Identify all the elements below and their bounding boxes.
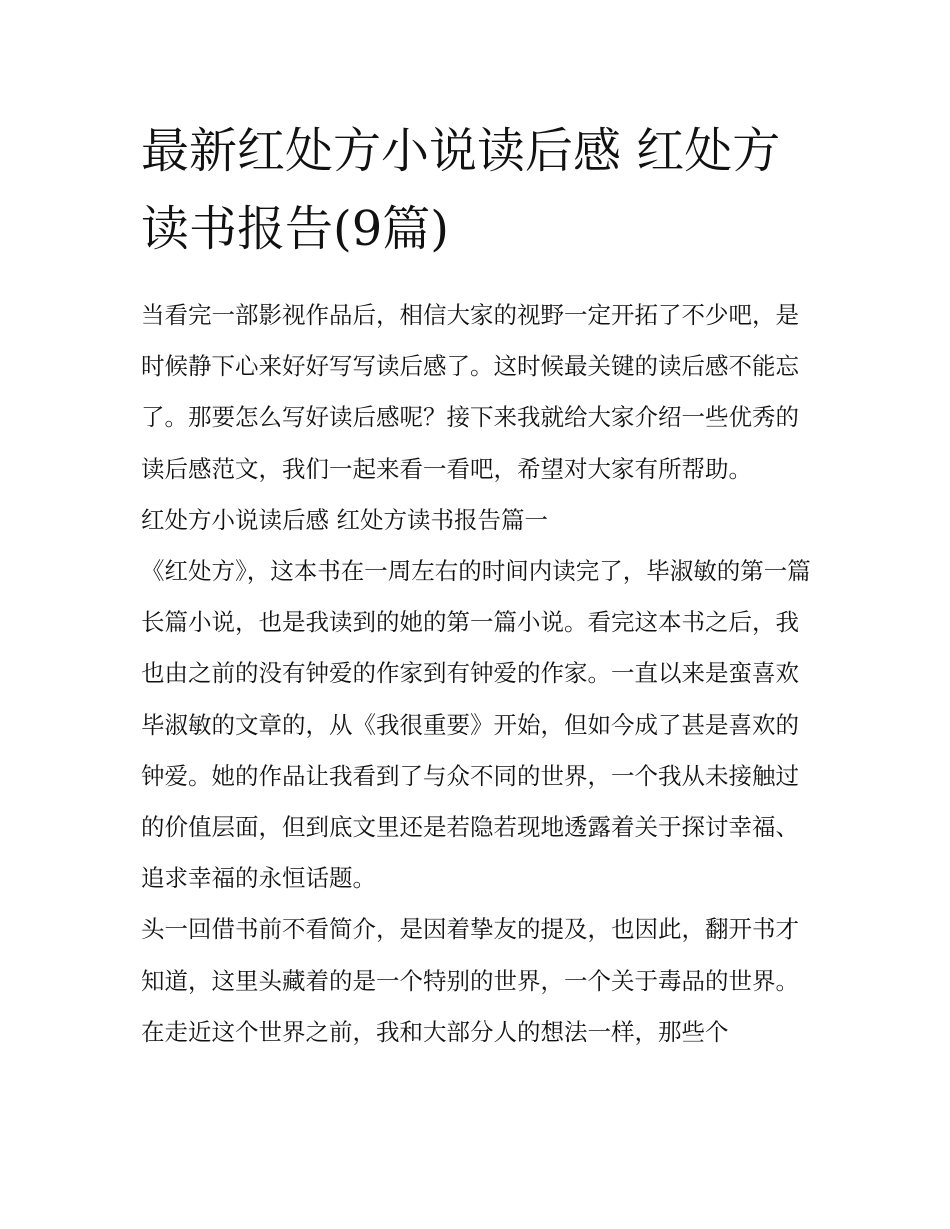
- document-body: [141, 290, 813, 1058]
- body-paragraph: 头一回借书前不看简介，是因着挚友的提及，也因此，翻开书才知道，这里头藏着的是一个特别的世界，一个关于毒品的世界。在走近这个世界之前，我和大部分人的想法一样，那些个: [141, 915, 799, 1046]
- section-heading: 红处方小说读后感 红处方读书报告篇一: [141, 505, 548, 534]
- body-paragraph: 《红处方》，这本书在一周左右的时间内读完了，毕淑敏的第一篇长篇小说，也是我读到的她的第一篇小说。看完这本书之后，我也由之前的没有钟爱的作家到有钟爱的作家。一直以来是蛮喜欢毕淑敏的文章的，从《我很重要》开始，但如今成了甚是喜欢的钟爱。她的作品让我看到了与众不同的世界，一个我从未接触过的价值层面，但到底文里还是若隐若现地透露着关于探讨幸福、追求幸福的永恒话题。: [141, 557, 811, 893]
- document-page: [141, 112, 813, 1058]
- document-title: 最新红处方小说读后感 红处方读书报告(9篇): [141, 123, 781, 257]
- intro-paragraph: 当看完一部影视作品后，相信大家的视野一定开拓了不少吧，是时候静下心来好好写写读后感了。这时候最关键的读后感不能忘了。那要怎么写好读后感呢？接下来我就给大家介绍一些优秀的读后感范文，我们一起来看一看吧，希望对大家有所帮助。: [141, 301, 799, 483]
